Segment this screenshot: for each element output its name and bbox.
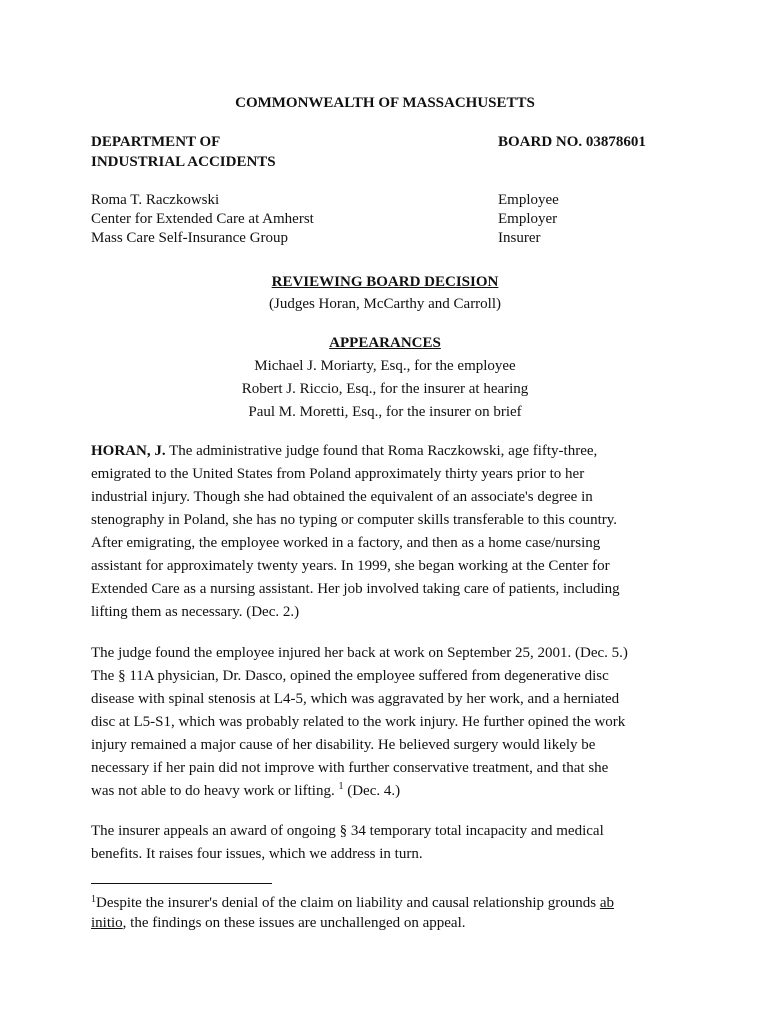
decision-judges: (Judges Horan, McCarthy and Carroll) — [268, 296, 502, 312]
party-insurer-name: Mass Care Self-Insurance Group — [91, 230, 289, 246]
appearances-title: APPEARANCES — [329, 335, 441, 351]
paragraph-line: The § 11A physician, Dr. Dasco, opined the employee suffered from degenerative disc — [91, 668, 609, 684]
footnote-reference[interactable]: 1 — [338, 781, 344, 792]
paragraph-line: lifting them as necessary. (Dec. 2.) — [91, 604, 300, 620]
paragraph-line: assistant for approximately twenty years. In 1999, she began working at the Center for — [91, 558, 610, 574]
paragraph-line: HORAN, J. The administrative judge found that Roma Raczkowski, age fifty-three, — [91, 443, 598, 459]
party-insurer-role: Insurer — [498, 230, 541, 246]
paragraph-line: injury remained a major cause of her disability. He believed surgery would likely be — [91, 737, 596, 753]
paragraph-line: was not able to do heavy work or lifting. $^1$ (Dec. 4.) — [91, 781, 401, 799]
paragraph-line: stenography in Poland, she has no typing or computer skills transferable to this country. — [91, 512, 618, 528]
paragraph-line: The insurer appeals an award of ongoing § 34 temporary total incapacity and medical — [91, 823, 604, 839]
footnote-latin-initio: initio — [91, 915, 123, 931]
board-number: BOARD NO. 03878601 — [498, 134, 646, 150]
footnote-latin-ab: ab — [599, 895, 614, 911]
paragraph-line: industrial injury. Though she had obtained the equivalent of an associate's degree in — [91, 489, 593, 505]
footnote-line: initio, the findings on these issues are unchallenged on appeal. — [91, 915, 466, 931]
party-employee-name: Roma T. Raczkowski — [91, 192, 220, 208]
footnote-line: $^1$Despite the insurer's denial of the claim on liability and causal relationship grounds ab — [91, 894, 614, 911]
footnote-mark: 1 — [91, 894, 96, 905]
department-line-1: DEPARTMENT OF — [91, 134, 221, 150]
commonwealth-heading: COMMONWEALTH OF MASSACHUSETTS — [235, 95, 535, 111]
appearances-title-wrap — [0, 334, 770, 353]
appearance-line: Michael J. Moriarty, Esq., for the employee — [254, 358, 516, 374]
party-employer-name: Center for Extended Care at Amherst — [91, 211, 314, 227]
decision-title-wrap — [0, 273, 770, 292]
paragraph-3 — [91, 820, 691, 866]
party-employer-role: Employer — [498, 211, 558, 227]
paragraph-line: Extended Care as a nursing assistant. Her job involved taking care of patients, including — [91, 581, 620, 597]
footnote-divider — [91, 883, 272, 884]
judge-lead: HORAN, J. — [91, 443, 166, 459]
footnote — [91, 893, 691, 933]
paragraph-line: disease with spinal stenosis at L4-5, which was aggravated by her work, and a herniated — [91, 691, 620, 707]
department-line-2: INDUSTRIAL ACCIDENTS — [91, 154, 276, 170]
paragraph-line: necessary if her pain did not improve with further conservative treatment, and that she — [91, 760, 609, 776]
paragraph-line: emigrated to the United States from Poland approximately thirty years prior to her — [91, 466, 585, 482]
appearance-line: Paul M. Moretti, Esq., for the insurer on brief — [248, 404, 522, 420]
paragraph-line: The judge found the employee injured her back at work on September 25, 2001. (Dec. 5.) — [91, 645, 628, 661]
paragraph-line: After emigrating, the employee worked in a factory, and then as a home case/nursing — [91, 535, 601, 551]
paragraph-1 — [91, 440, 691, 624]
paragraph-line: disc at L5-S1, which was probably related to the work injury. He further opined the work — [91, 714, 626, 730]
party-employee-role: Employee — [498, 192, 559, 208]
appearance-line: Robert J. Riccio, Esq., for the insurer at hearing — [241, 381, 529, 397]
decision-title: REVIEWING BOARD DECISION — [271, 274, 499, 290]
paragraph-line: benefits. It raises four issues, which we address in turn. — [91, 846, 423, 862]
paragraph-2 — [91, 642, 691, 803]
